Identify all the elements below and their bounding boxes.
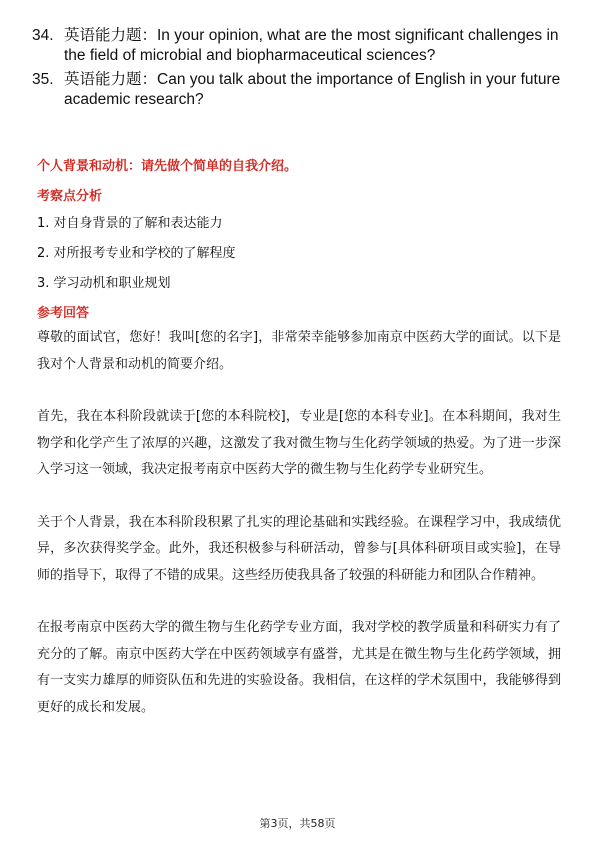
question-number: 34. xyxy=(32,27,54,44)
question-number: 35. xyxy=(32,71,54,88)
question-text: 英语能力题：In your opinion, what are the most significant challenges in the field of microbial and biopharmaceutical sciences? xyxy=(64,27,559,64)
question-item xyxy=(32,26,572,66)
answer-paragraph: 在报考南京中医药大学的微生物与生化药学专业方面，我对学校的教学质量和科研实力有了充分的了解。南京中医药大学在中医药领域享有盛誉，尤其是在微生物与生化药学领域，拥有一支实力雄厚的师资队伍和先进的实验设备。我相信，在这样的学术氛围中，我能够得到更好的成长和发展。 xyxy=(37,620,561,715)
analysis-item: 1. 对自身背景的了解和表达能力 xyxy=(37,216,223,231)
analysis-heading: 考察点分析 xyxy=(37,189,103,204)
analysis-item: 3. 学习动机和职业规划 xyxy=(37,276,171,291)
question-list xyxy=(32,26,572,114)
answer-section xyxy=(37,158,561,721)
answer-heading: 参考回答 xyxy=(37,306,90,321)
answer-paragraph: 尊敬的面试官，您好！我叫[您的名字]，非常荣幸能够参加南京中医药大学的面试。以下是我对个人背景和动机的简要介绍。 xyxy=(37,330,561,372)
page-number: 第3页，共58页 xyxy=(259,817,336,830)
section-title: 个人背景和动机：请先做个简单的自我介绍。 xyxy=(37,159,298,174)
question-text: 英语能力题：Can you talk about the importance of English in your future academic research? xyxy=(64,71,561,108)
question-item xyxy=(32,70,572,110)
answer-paragraph: 首先，我在本科阶段就读于[您的本科院校]，专业是[您的本科专业]。在本科期间，我对生物学和化学产生了浓厚的兴趣，这激发了我对微生物与生化药学领域的热爱。为了进一步深入学习这一领域，我决定报考南京中医药大学的微生物与生化药学专业研究生。 xyxy=(37,409,561,477)
page-footer xyxy=(0,815,595,831)
answer-paragraph: 关于个人背景，我在本科阶段积累了扎实的理论基础和实践经验。在课程学习中，我成绩优异，多次获得奖学金。此外，我还积极参与科研活动，曾参与[具体科研项目或实验]，在导师的指导下，取得了不错的成果。这些经历使我具备了较强的科研能力和团队合作精神。 xyxy=(37,514,561,583)
analysis-item: 2. 对所报考专业和学校的了解程度 xyxy=(37,246,236,261)
